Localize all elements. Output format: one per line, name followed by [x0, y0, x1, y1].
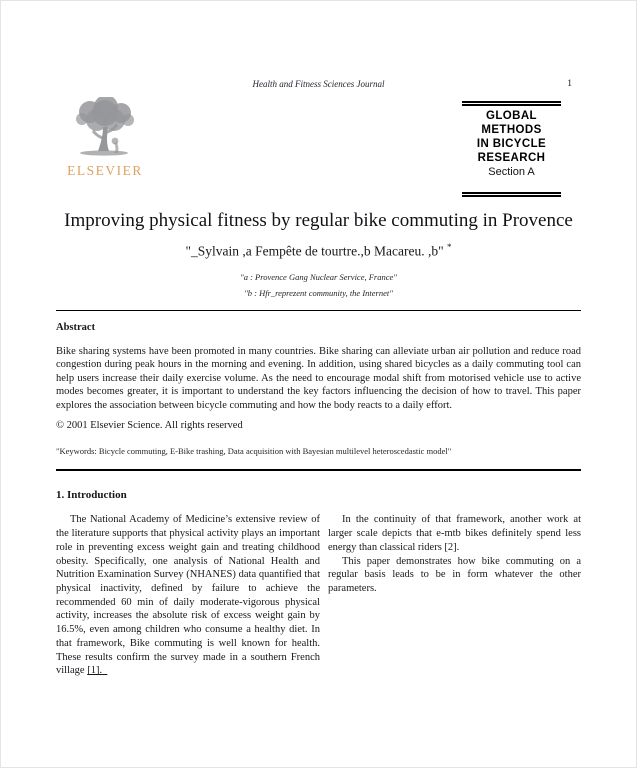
series-box	[462, 101, 561, 197]
copyright-line: © 2001 Elsevier Science. All rights reserved	[56, 420, 243, 432]
series-line: RESEARCH	[477, 152, 546, 164]
intro-left-paragraph	[56, 513, 320, 677]
abstract-text: Bike sharing systems have been promoted in many countries. Bike sharing can alleviate urban air pollution and reduce road congestion during peak hours in the morning and evening. In addition, using shared bicycles as a daily commuting tool can help users increase their daily exercise volume. As the need to encourage modal shift from motorised vehicle use to active modes becomes greater, it is important to understand the key factors influencing the decision of how to travel. This paper explores the association between bicycle commuting and how the body reacts to a daily effort.	[56, 345, 581, 411]
series-line: GLOBAL	[486, 110, 537, 122]
article-body	[56, 204, 581, 678]
publisher-name: ELSEVIER	[67, 163, 143, 178]
corresponding-author-asterisk: *	[446, 242, 452, 252]
journal-title: Health and Fitness Sciences Journal	[252, 79, 385, 89]
affiliation-b: "b : Hfr_reprezent community, the Internet"	[244, 287, 393, 298]
page-number: 1	[567, 79, 572, 89]
series-line: IN BICYCLE	[476, 138, 547, 150]
running-header	[1, 79, 636, 93]
keywords-bottom-rule	[56, 469, 581, 471]
abstract-heading: Abstract	[56, 321, 96, 333]
citation-ref-1[interactable]: [1].	[87, 665, 103, 677]
publisher-logo	[64, 97, 146, 179]
right-column	[328, 513, 581, 677]
elsevier-tree-logo-icon	[68, 144, 142, 161]
section-heading-introduction: 1. Introduction	[56, 489, 127, 502]
affiliations	[56, 269, 581, 301]
author-names: "_Sylvain ,a Fempête de tourtre.,b Macareu. ,b"	[185, 243, 444, 259]
intro-right-paragraph-2: This paper demonstrates how bike commuting on a regular basis leads to be in form whatever the other parameters.	[328, 555, 581, 594]
abstract-top-rule	[56, 310, 581, 311]
left-column	[56, 513, 320, 677]
citation-underline-tail	[102, 665, 107, 676]
intro-left-text: The National Academy of Medicine’s extensive review of the literature supports that physical activity plays an important role in preventing excess weight gain and treating childhood obesity. Specifically, one analysis of National Health and Nutrition Examination Survey (NHANES) data quantified that physical inactivity, defined by failure to achieve the recommended 60 min of daily moderate-vigorous physical activity, increases the absolute risk of excess weight gain by 16.5%, even among children who consume a healthy diet. In that framework, Bike commuting is well known for health. These results confirm the survey made in a southern French village	[56, 514, 320, 677]
affiliation-a: "a : Provence Gang Nuclear Service, France"	[240, 271, 397, 282]
two-column-text	[56, 513, 581, 677]
series-line: METHODS	[481, 124, 542, 136]
intro-right-paragraph-1: In the continuity of that framework, another work at larger scale depicts that e-mtb bikes definitely spend less energy than classical riders [2].	[328, 514, 581, 553]
series-section-label: Section A	[488, 166, 535, 178]
article-title: Improving physical fitness by regular bike commuting in Provence	[64, 210, 573, 231]
keywords-line: "Keywords: Bicycle commuting, E-Bike trashing, Data acquisition with Bayesian multilevel heteroscedastic model"	[56, 446, 452, 457]
brand-row	[56, 97, 581, 197]
author-line	[56, 242, 581, 260]
